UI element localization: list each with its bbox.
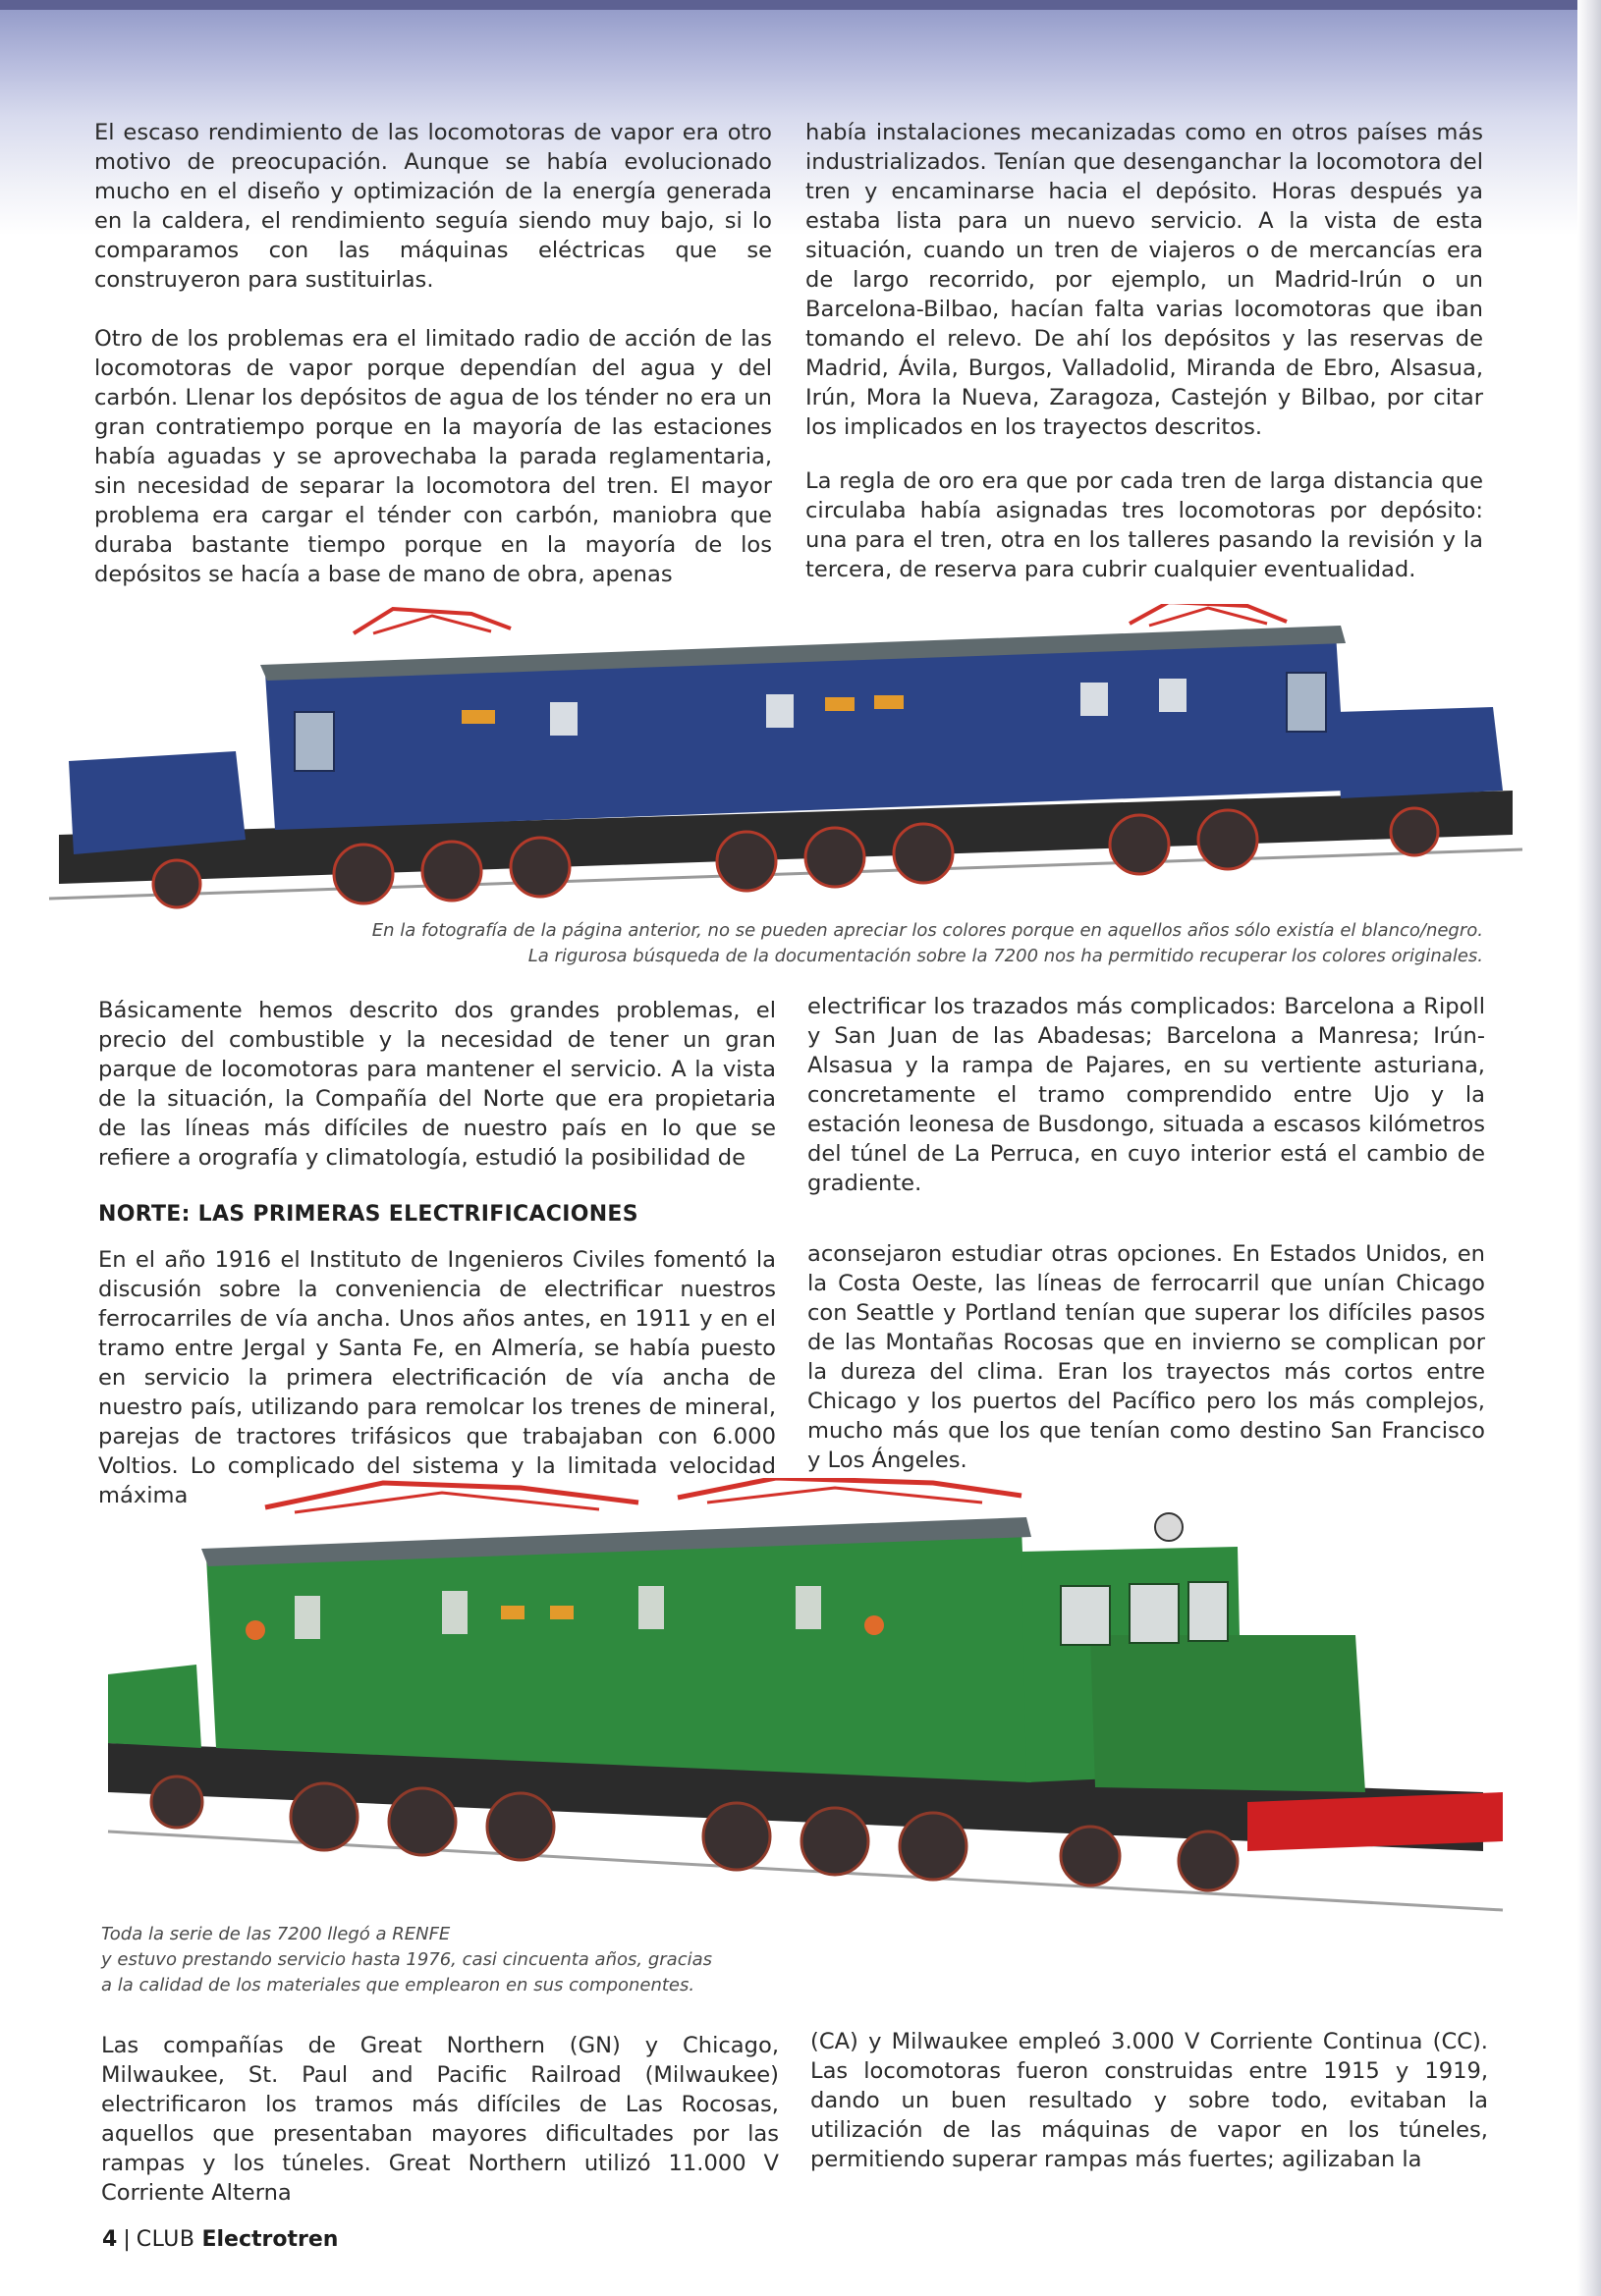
paragraph-1916-institute: En el año 1916 el Instituto de Ingenieros Civiles fomentó la discusión sobre la conveniencia de electrificar nuestros ferrocarriles de vía ancha. Unos años antes, en 1911 y en el tramo entre Jergal y Santa Fe, en Almería, se había puesto en servicio la primera electrificación de vía ancha de nuestro país, utilizando para remolcar los trenes de mineral, parejas de tractores trifásicos que trabajaban con 6.000 Voltios. Lo complicado del sistema y la limitada velocidad máxima bbox=[98, 1247, 776, 1508]
paragraph-steam-range: Otro de los problemas era el limitado radio de acción de las locomotoras de vapor porque dependían del agua y del carbón. Llenar los depósitos de agua de los ténder no era un gran contratiempo porque en la mayoría de las estaciones había aguadas y se aprovechaba la parada reglamentaria, sin necesidad de separar la locomotora del tren. El mayor problema era cargar el ténder con carbón, maniobra que duraba bastante tiempo porque en la mayoría de los depósitos se hacía a base de mano de obra, apenas bbox=[94, 326, 772, 587]
top-edge-strip bbox=[0, 0, 1601, 10]
blue-locomotive-photo bbox=[39, 604, 1532, 923]
footer-separator: | bbox=[123, 2227, 131, 2252]
page-footer bbox=[102, 2227, 338, 2252]
caption-green-line-1: Toda la serie de las 7200 llegó a RENFE bbox=[101, 1924, 451, 1944]
caption-green-line-2: y estuvo prestando servicio hasta 1976, casi cincuenta años, gracias bbox=[101, 1949, 712, 1970]
paragraph-usa-west-coast: aconsejaron estudiar otras opciones. En Estados Unidos, en la Costa Oeste, las líneas de ferrocarril que unían Chicago con Seattle y Portland tenían que superar los difíciles pasos de las Montañas Rocosas que en invierno se complican por la dureza del clima. Eran los trayectos más cortos entre Chicago y los puertos del Pacífico pero los más complejos, mucho más que los que tenían como destino San Francisco y Los Ángeles. bbox=[807, 1241, 1485, 1473]
paragraph-depots: había instalaciones mecanizadas como en otros países más industrializados. Tenían que desenganchar la locomotora del tren y encaminarse hacia el depósito. Horas después ya estaba lista para un nuevo servicio. A la vista de esta situación, cuando un tren de viajeros o de mercancías era de largo recorrido, por ejemplo, un Madrid-Irún o un Barcelona-Bilbao, hacían falta varias locomotoras que iban tomando el relevo. De ahí los depósitos y las reservas de Madrid, Ávila, Burgos, Valladolid, Miranda de Ebro, Alsasua, Irún, Mora la Nueva, Zaragoza, Castejón y Bilbao, por citar los implicados en los trayectos descritos. bbox=[805, 120, 1483, 440]
section-heading: NORTE: LAS PRIMERAS ELECTRIFICACIONES bbox=[98, 1202, 638, 1227]
green-locomotive-photo bbox=[88, 1478, 1522, 1930]
page-number: 4 bbox=[102, 2227, 118, 2252]
caption-green-line-3: a la calidad de los materiales que emplearon en sus componentes. bbox=[101, 1975, 695, 1995]
footer-brand: Electrotren bbox=[201, 2227, 339, 2252]
paragraph-steam-efficiency: El escaso rendimiento de las locomotoras de vapor era otro motivo de preocupación. Aunque se había evolucionado mucho en el diseño y optimización de la energía generada en la caldera, el rendimiento seguía siendo muy bajo, si lo comparamos con las máquinas eléctricas que se construyeron para sustituirlas. bbox=[94, 120, 772, 293]
caption-blue-line-2: La rigurosa búsqueda de la documentación sobre la 7200 nos ha permitido recuperar los colores originales. bbox=[527, 946, 1483, 966]
paragraph-two-problems: Básicamente hemos descrito dos grandes problemas, el precio del combustible y la necesidad de tener un gran parque de locomotoras para mantener el servicio. A la vista de la situación, la Compañía del Norte que era propietaria de las líneas más difíciles de nuestro país en lo que se refiere a orografía y climatología, estudió la posibilidad de bbox=[98, 998, 776, 1171]
paragraph-golden-rule: La regla de oro era que por cada tren de larga distancia que circulaba había asignadas tres locomotoras por depósito: una para el tren, otra en los talleres pasando la revisión y la tercera, de reserva para cubrir cualquier eventualidad. bbox=[805, 468, 1483, 582]
paragraph-electrify-routes: electrificar los trazados más complicados: Barcelona a Ripoll y San Juan de las Abadesas; Barcelona a Manresa; Irún-Alsasua y la rampa de Pajares, en su vertiente asturiana, concretamente el tramo comprendido entre Ujo y la estación leonesa de Busdongo, situada a escasos kilómetros del túnel de La Perruca, en cuyo interior está el cambio de gradiente. bbox=[807, 994, 1485, 1196]
caption-blue-line-1: En la fotografía de la página anterior, no se pueden apreciar los colores porque en aquellos años sólo existía el blanco/negro. bbox=[371, 920, 1483, 941]
paragraph-milwaukee: (CA) y Milwaukee empleó 3.000 V Corriente Continua (CC). Las locomotoras fueron construidas entre 1915 y 1919, dando un buen resultado y sobre todo, evitaban la utilización de las máquinas de vapor en los túneles, permitiendo superar rampas más fuertes; agilizaban la bbox=[810, 2029, 1488, 2172]
page-edge-shadow bbox=[1577, 0, 1601, 2296]
paragraph-great-northern: Las compañías de Great Northern (GN) y Chicago, Milwaukee, St. Paul and Pacific Railroad (Milwaukee) electrificaron los tramos más difíciles de Las Rocosas, aquellos que presentaban mayores dificultades por las rampas y los túneles. Great Northern utilizó 11.000 V Corriente Alterna bbox=[101, 2033, 779, 2206]
footer-club-label: CLUB bbox=[136, 2227, 195, 2252]
